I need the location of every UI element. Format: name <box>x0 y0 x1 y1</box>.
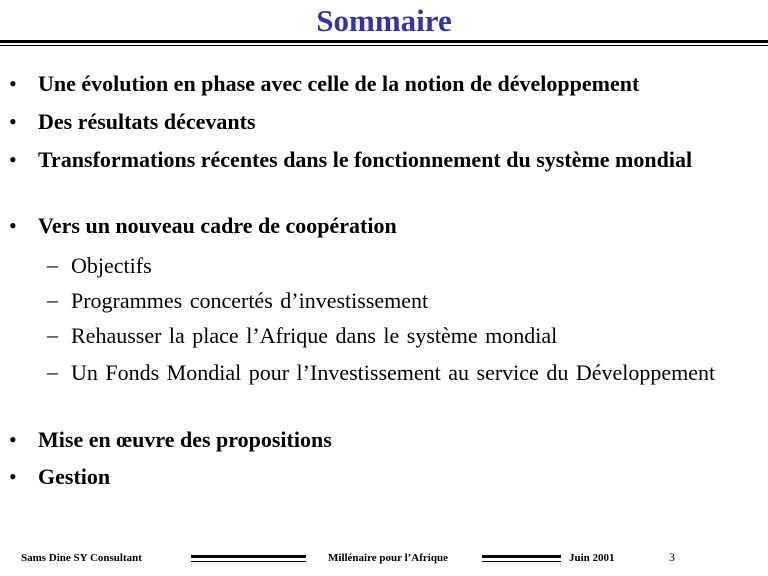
footer-rule <box>191 555 306 558</box>
sub-list-item-text: Programmes concertés d’investissement <box>71 288 429 313</box>
footer-rule-thin <box>482 561 561 562</box>
bullet-icon: • <box>9 213 17 238</box>
dash-icon: – <box>47 252 58 277</box>
page-title: Sommaire <box>316 3 452 38</box>
slide-footer <box>0 545 768 575</box>
title-divider <box>0 40 768 43</box>
sub-list-item-text: Un Fonds Mondial pour l’Investissement au service du Développement <box>71 360 716 385</box>
footer-rule <box>482 555 561 558</box>
list-item-text: Mise en œuvre des propositions <box>38 427 332 452</box>
sub-list-item-text: Rehausser la place l’Afrique dans le système mondial <box>71 323 558 348</box>
bullet-icon: • <box>9 109 17 134</box>
list-item-text: Des résultats décevants <box>38 109 256 134</box>
list-item-text: Transformations récentes dans le fonctionnement du système mondial <box>38 147 693 172</box>
dash-icon: – <box>47 322 58 347</box>
bullet-icon: • <box>9 464 17 489</box>
footer-date: Juin 2001 <box>569 552 615 564</box>
dash-icon: – <box>47 359 58 384</box>
dash-icon: – <box>47 287 58 312</box>
footer-project: Millénaire pour l’Afrique <box>328 552 448 564</box>
list-item-text: Vers un nouveau cadre de coopération <box>38 213 397 238</box>
bullet-icon: • <box>9 71 17 96</box>
title-divider-thin <box>0 45 768 46</box>
page-number: 3 <box>669 550 675 564</box>
bullet-icon: • <box>9 427 17 452</box>
footer-author: Sams Dine SY Consultant <box>21 552 142 564</box>
list-item-text: Gestion <box>38 464 111 489</box>
sub-list-item-text: Objectifs <box>71 253 152 278</box>
bullet-icon: • <box>9 147 17 172</box>
footer-rule-thin <box>191 561 306 562</box>
list-item-text: Une évolution en phase avec celle de la notion de développement <box>38 71 640 96</box>
